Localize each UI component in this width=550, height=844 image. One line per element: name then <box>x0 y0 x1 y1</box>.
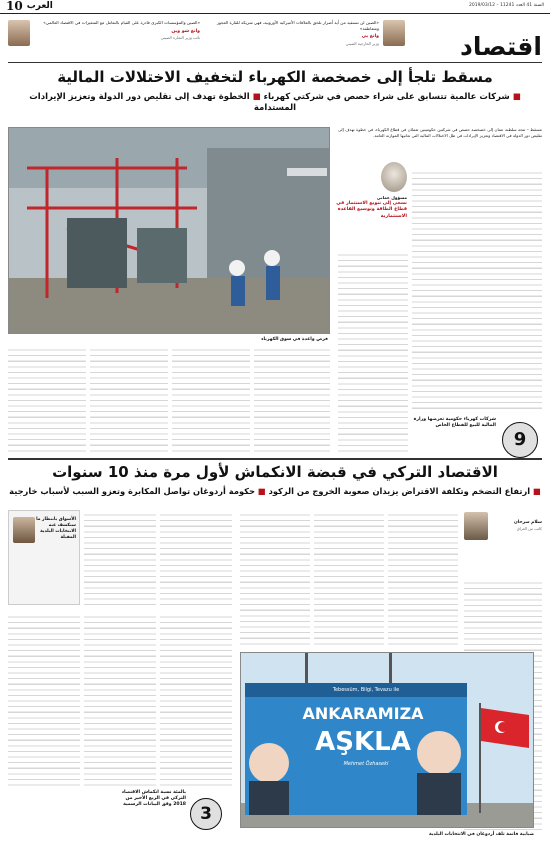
top-quote-role: نائب وزير التجارة الصيني <box>160 34 200 40</box>
article2-subheadline <box>8 486 542 497</box>
billboard-signature: Mehmet Özhaseki <box>343 761 389 767</box>
article1-quote-box <box>335 162 407 246</box>
divider <box>8 62 542 63</box>
sidebar-avatar <box>13 517 35 543</box>
article1-columns-bottom <box>8 345 330 453</box>
quote-avatar <box>381 162 407 192</box>
masthead-strip <box>0 0 550 14</box>
quote-name: مسؤول عماني <box>376 195 407 200</box>
article2-photo-caption: ضبابية قاتمة تلف أردوغان في الانتخابات البلدية <box>428 832 534 837</box>
sidebar-text: الأسواق بانتظار ما ستكشف عنه الانتخابات البلدية المقبلة <box>36 517 76 540</box>
article2-subhead-a: ارتفاع التضخم وتكلفة الاقتراض يزيدان صعوبة الخروج من الركود <box>268 486 531 496</box>
article2-columns-upper-left <box>84 510 234 608</box>
bullet-icon: ■ <box>254 486 266 496</box>
top-quote-name: وانغ شو وين <box>171 28 200 34</box>
section-header <box>0 16 550 60</box>
article1-number-badge: 9 <box>502 422 538 458</box>
bullet-icon: ■ <box>530 486 541 496</box>
article1-subhead-b: الخطوة تهدف إلى تقليص دور الدولة وتعزيز الإيرادات المستدامة <box>29 92 297 114</box>
article1-subhead-a: شركات عالمية تتسابق على شراء حصص في شركتي كهرباء <box>263 92 510 102</box>
article2-author <box>464 512 542 572</box>
power-station-illustration <box>8 128 329 334</box>
billboard-title-1: ANKARAMIZA <box>302 704 424 723</box>
billboard-title-2: AŞKLA <box>315 727 411 757</box>
top-quote-name: وانغ يي <box>361 34 379 40</box>
divider <box>8 458 542 460</box>
page-number: 10 <box>6 0 23 14</box>
bullet-icon: ■ <box>509 92 521 102</box>
power-station-photo <box>8 127 330 334</box>
avatar <box>8 20 30 46</box>
article1-headline: مسقط تلجأ إلى خصخصة الكهرباء لتخفيف الاختلالات المالية <box>57 68 493 86</box>
article1-lead: مسقط – تتجه سلطنة عمان إلى خصخصة حصص في شركتين حكوميتين تعملان في قطاع الكهرباء، في خطوة تهدف إلى تقليص دور الدولة في الاقتصاد وتعزيز الإيرادات في ظل الاختلالات المالية التي تعانيها الموازنة العامة. <box>338 127 542 138</box>
top-quote-text: «الصين والمؤسسات الكبرى قادرة على القيام بالتعامل مع المتغيرات في الاقتصاد العالمي» <box>43 20 200 25</box>
article2-number-badge: 3 <box>190 798 222 830</box>
article1-subheadline <box>8 92 542 115</box>
author-role: كاتب من العراق <box>516 525 542 531</box>
article2-headline: الاقتصاد التركي في قبضة الانكماش لأول مرة منذ 10 سنوات <box>52 463 498 481</box>
article2-sidebar-box <box>8 510 80 605</box>
billboard-photo <box>240 652 534 828</box>
article1-column-right <box>412 168 542 413</box>
author-avatar <box>464 512 488 540</box>
article1-photo-caption: فرص واعدة في سوق الكهرباء <box>261 337 328 342</box>
section-title: اقتصاد <box>460 32 542 61</box>
billboard-tagline: Tebessüm, Bilgi, Tevazu ile <box>332 687 400 693</box>
top-quote-text: «الصين لن تستفيد من أية أضرار تلحق بالعلاقات الأميركية الأوروبية، فهي شريكة للقارة العجوز ومتعاطفة» <box>216 20 379 31</box>
avatar <box>383 20 405 46</box>
article1-column-mid <box>338 250 408 455</box>
article2-columns-top <box>240 510 458 646</box>
bullet-icon: ■ <box>249 92 261 102</box>
article2-number-text: بالمئة نسبة انكماش الاقتصاد التركي في الربع الأخير من 2018 وفق البيانات الرسمية <box>121 790 186 808</box>
author-name: سلام سرحان <box>513 520 542 525</box>
article2-columns-left <box>8 612 234 787</box>
article1-box-text: شركات كهرباء حكومية تعرضها وزارة المالية للبيع للقطاع الخاص <box>413 417 496 429</box>
brand-logo: العرب <box>26 1 53 12</box>
top-quote-1 <box>205 20 405 58</box>
top-quote-role: وزير الخارجية الصيني <box>345 40 379 46</box>
article2-subhead-b: حكومة أردوغان تواصل المكابرة وتعزو السبب لأسباب خارجية <box>9 486 255 496</box>
quote-text: نسعى إلى تنويع الاستثمار في قطاع الطاقة وتوسيع القاعدة الاستثمارية <box>336 200 407 219</box>
top-quote-2 <box>8 20 200 58</box>
issue-info: السنة 41 العدد 11241 – 2019/03/12 <box>469 3 544 9</box>
